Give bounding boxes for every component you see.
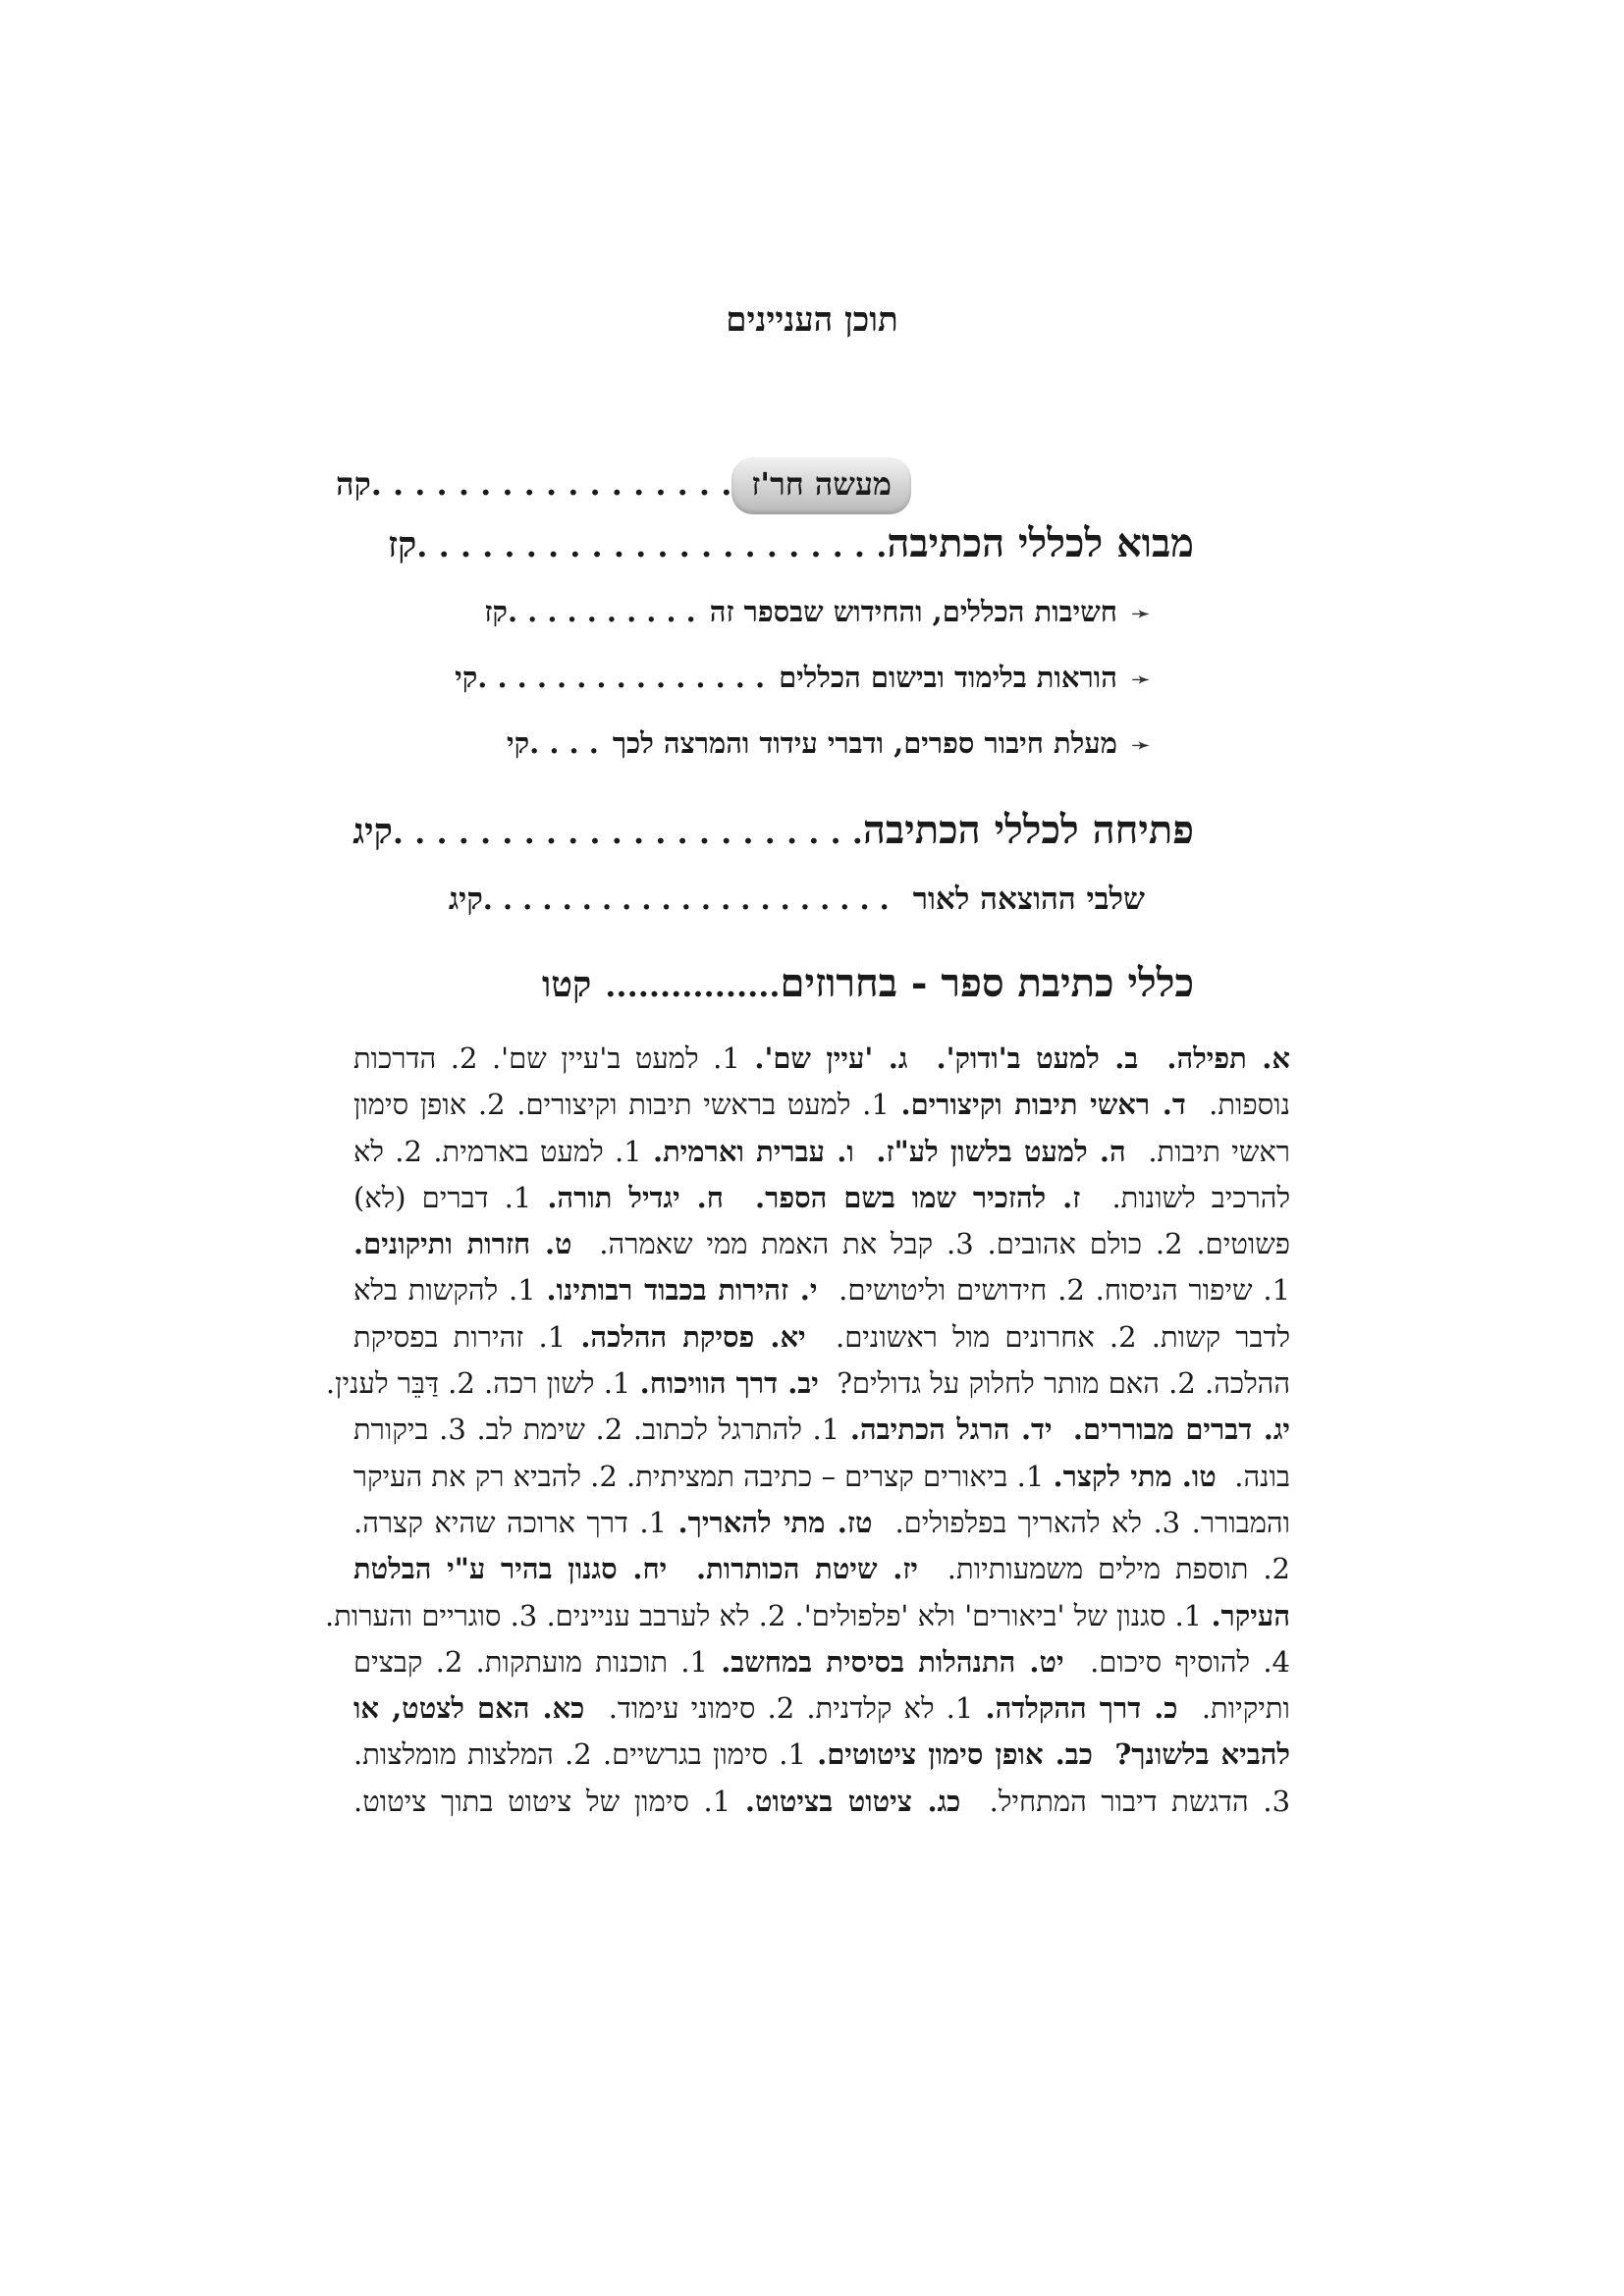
toc-entry-label-badge: מעשה חר'ז — [731, 457, 911, 514]
toc-entry[interactable] — [542, 960, 1194, 1006]
text-line — [353, 1175, 1290, 1221]
text-line — [353, 1732, 1290, 1778]
text-run: ותיקיות. — [1177, 1691, 1290, 1726]
toc-page-number: קי — [507, 726, 530, 760]
toc-entry-label: שלבי ההוצאה לאור — [912, 881, 1145, 917]
text-line — [353, 1129, 1290, 1175]
section-heading: יב. דרך הוויכוח. — [639, 1366, 819, 1401]
toc-leader-dots: . . . . . . . . . . — [507, 595, 696, 628]
section-heading: ט. חזרות ותיקונים. — [353, 1227, 572, 1261]
text-line — [325, 1593, 1290, 1639]
text-line — [353, 1267, 1290, 1313]
text-run: 1. תוכנות מועתקות. 2. קבצים — [353, 1644, 722, 1679]
section-heading: כג. ציטוט בציטוט. — [744, 1784, 961, 1818]
text-run: 1. שיפור הניסוח. 2. חידושים וליטושים. — [817, 1273, 1291, 1308]
section-heading: ו. עברית וארמית. — [653, 1134, 854, 1168]
text-run: 1. לא קלדנית. 2. סימוני עימוד. — [584, 1691, 986, 1726]
text-run — [1053, 1413, 1073, 1446]
text-line — [353, 1454, 1290, 1500]
section-heading: ח. יגדיל תורה. — [547, 1180, 724, 1214]
toc-page-number: קטו — [542, 964, 592, 1005]
text-run: 1. ביאורים קצרים – כתיבה תמציתית. 2. להביא רק את העיקר — [352, 1459, 1054, 1493]
text-run: 1. סימון בגרשיים. 2. המלצות מומלצות. — [353, 1737, 818, 1772]
section-heading: ב. למעט ב'ודוק'. — [936, 1041, 1139, 1075]
toc-leader-dots: ................ — [605, 967, 781, 1004]
section-heading: טז. מתי להאריך. — [677, 1505, 873, 1539]
section-heading: יז. שיטת הכותרות. — [696, 1552, 919, 1586]
text-run: לדבר קשות. 2. אחרונים מול ראשונים. — [805, 1319, 1291, 1354]
text-run: בונה. — [1216, 1459, 1290, 1493]
toc-page-number: קיג — [352, 811, 393, 852]
toc-page-number: קיג — [448, 881, 483, 917]
toc-leader-dots: . . . . . . . . . . . . . . . . . . . . . . — [416, 527, 888, 564]
toc-leader-dots: . . . . . . . . . . . . . . . . . — [370, 465, 732, 503]
toc-page-number: קז — [387, 524, 417, 565]
section-heading: כ. דרך ההקלדה. — [985, 1691, 1178, 1726]
text-run: 1. למעט ב'עיין שם'. 2. הדרכות — [353, 1041, 755, 1075]
section-heading: ה. למעט בלשון לע"ז. — [876, 1134, 1126, 1168]
section-heading: כב. אופן סימון ציטוטים. — [817, 1737, 1093, 1772]
toc-entry[interactable] — [507, 726, 1151, 761]
toc-entry-label: מבוא לכללי הכתיבה — [887, 520, 1194, 566]
toc-page-number: קז — [484, 595, 508, 628]
text-run — [1138, 1041, 1166, 1075]
section-heading: ז. להזכיר שמו בשם הספר. — [755, 1180, 1081, 1214]
chapter-summary-paragraph — [325, 1036, 1291, 1825]
text-run — [667, 1552, 696, 1585]
section-heading: א. תפילה. — [1166, 1041, 1290, 1075]
section-heading: יח. סגנון בהיר ע"י הבלטת — [353, 1552, 668, 1586]
text-line — [353, 1639, 1290, 1685]
toc-entry-label: חשיבות הכללים, והחידוש שבספר זה — [709, 595, 1117, 628]
section-heading: טו. מתי לקצר. — [1053, 1459, 1217, 1493]
text-run: 1. לשון רכה. 2. דַּבֵּר לענין. — [325, 1366, 640, 1401]
text-run: 1. סימון של ציטוט בתוך ציטוט. — [353, 1784, 745, 1818]
section-heading: יט. התנהלות בסיסית במחשב. — [721, 1644, 1064, 1679]
text-run: 1. להקשות בלא — [353, 1273, 547, 1308]
text-run: 1. למעט בראשי תיבות וקיצורים. 2. אופן סימון — [353, 1088, 901, 1122]
text-run: 1. זהירות בפסיקת — [353, 1319, 581, 1354]
text-line — [353, 1314, 1290, 1361]
text-run — [854, 1135, 877, 1168]
toc-leader-dots: . . . . . . . . . . . . . . . . . . . . . . — [392, 814, 863, 851]
arrow-bullet-icon: ➛ — [1130, 600, 1151, 627]
text-run: פשוטים. 2. כולם אהובים. 3. קבל את האמת ממי שאמרה. — [571, 1227, 1291, 1261]
text-line — [353, 1779, 1290, 1825]
toc-leader-dots: . . . . . . . . . . . . . . . — [477, 661, 766, 694]
toc-leader-dots: . . . . — [529, 726, 599, 760]
text-run: 2. תוספת מילים משמעותיות. — [918, 1552, 1290, 1586]
text-run: 1. להתרגל לכתוב. 2. שימת לב. 3. ביקורת — [353, 1413, 850, 1447]
text-line — [353, 1082, 1290, 1128]
text-line — [353, 1221, 1290, 1267]
section-heading: ד. ראשי תיבות וקיצורים. — [900, 1088, 1186, 1122]
text-run: ההלכה. 2. האם מותר לחלוק על גדולים? — [818, 1366, 1290, 1401]
text-line — [353, 1546, 1290, 1592]
toc-entry-label: כללי כתיבת ספר - בחרוזים — [780, 960, 1194, 1006]
text-run: 1. למעט בארמית. 2. לא — [353, 1134, 654, 1168]
section-heading: יד. הרגל הכתיבה. — [849, 1413, 1053, 1447]
text-line — [325, 1361, 1290, 1407]
section-heading: יג. דברים מבוררים. — [1072, 1413, 1291, 1447]
toc-entry-label: פתיחה לכללי הכתיבה — [862, 807, 1194, 853]
toc-entry[interactable] — [455, 661, 1151, 695]
section-heading: יא. פסיקת ההלכה. — [580, 1319, 806, 1354]
toc-page-number: קי — [455, 661, 478, 694]
toc-leader-dots: . . . . . . . . . . . . . . . . . . . . . — [482, 882, 890, 916]
toc-entry[interactable] — [336, 457, 911, 514]
text-line — [353, 1685, 1290, 1732]
text-run: 1. סגנון של 'ביאורים' ולא 'פלפולים'. 2. לא לערבב עניינים. 3. סוגריים והערות. — [325, 1598, 1212, 1632]
toc-entry[interactable] — [484, 595, 1151, 629]
section-heading: י. זהירות בכבוד רבותינו. — [546, 1273, 818, 1308]
text-run — [724, 1181, 755, 1214]
arrow-bullet-icon: ➛ — [1130, 731, 1151, 759]
text-line — [353, 1500, 1290, 1546]
toc-entry[interactable] — [388, 520, 1194, 566]
toc-entry-label: מעלת חיבור ספרים, ודברי עידוד והמרצה לכך — [612, 726, 1117, 760]
text-run: 1. דרך ארוכה שהיא קצרה. — [353, 1505, 678, 1539]
toc-entry[interactable] — [449, 881, 1145, 917]
section-heading: להביא בלשונך? — [1114, 1737, 1290, 1772]
text-run: ראשי תיבות. — [1125, 1134, 1291, 1168]
arrow-bullet-icon: ➛ — [1130, 666, 1151, 693]
section-heading: ג. 'עיין שם'. — [754, 1041, 908, 1075]
toc-page-number: קה — [336, 465, 371, 503]
page-title: תוכן העניינים — [726, 300, 898, 340]
text-run — [907, 1041, 936, 1075]
text-run — [1093, 1737, 1114, 1771]
text-run: 1. דברים (לא) — [353, 1180, 548, 1214]
text-run: נוספות. — [1185, 1088, 1291, 1122]
text-run: והמבורר. 3. לא להאריך בפלפולים. — [872, 1505, 1291, 1539]
text-line — [353, 1407, 1290, 1453]
text-run: 4. להוסיף סיכום. — [1063, 1644, 1290, 1679]
section-heading: כא. האם לצטט, או — [353, 1691, 585, 1726]
toc-entry-label: הוראות בלימוד ובישום הכללים — [779, 661, 1117, 694]
text-run: 3. הדגשת דיבור המתחיל. — [960, 1784, 1291, 1818]
text-line — [353, 1036, 1290, 1082]
toc-entry[interactable] — [352, 807, 1194, 853]
section-heading: העיקר. — [1211, 1598, 1290, 1632]
text-run: להרכיב לשונות. — [1080, 1180, 1291, 1214]
